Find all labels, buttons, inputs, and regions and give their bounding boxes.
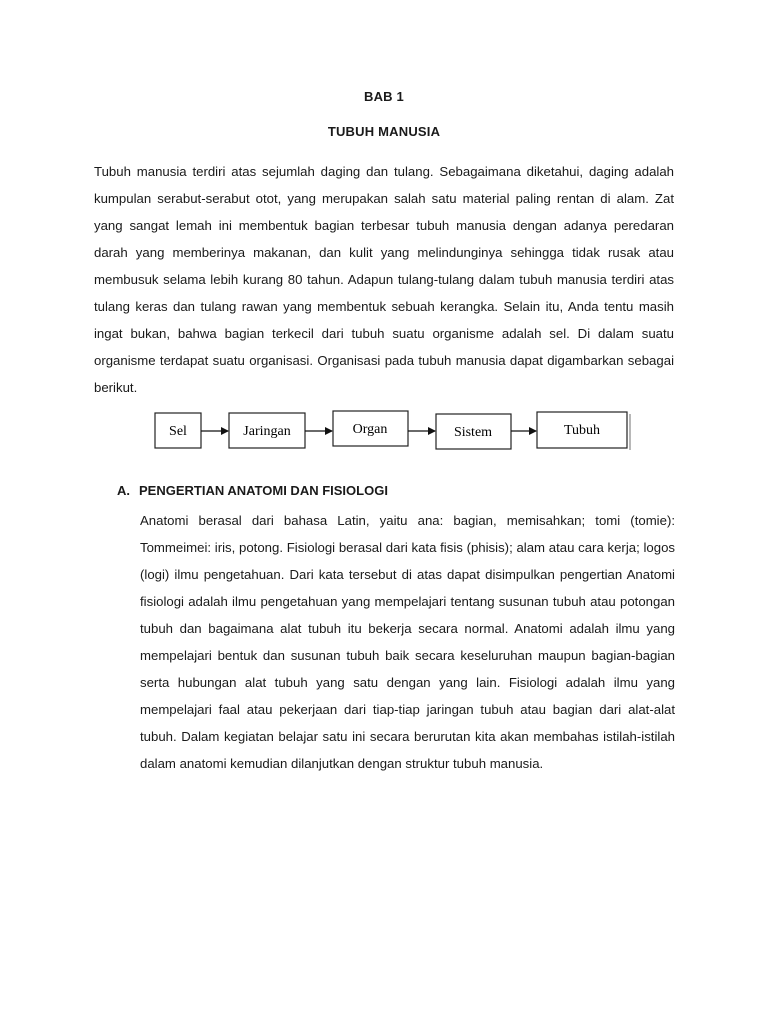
diagram-box-sistem [436,414,511,449]
chapter-number: BAB 1 [363,89,404,104]
organization-flow-diagram [154,408,632,454]
section-a-body: Anatomi berasal dari bahasa Latin, yaitu ana: bagian, memisahkan; tomi (tomie): Tommeimei: iris, potong. Fisiologi berasal dari kata fisis (phisis); alam atau cara kerja; logos (logi) ilmu pengetahuan. Dari kata tersebut di atas dapat disimpulkan pengertian Anatomi fisiologi adalah ilmu pengetahuan yang mempelajari tentang susunan tubuh atau potongan tubuh dan bagaimana alat tubuh itu bekerja secara normal. Anatomi adalah ilmu yang mempelajari bentuk dan susunan tubuh baik secara keseluruhan maupun bagian-bagian serta hubungan alat tubuh yang satu dengan yang lain. Fisiologi adalah ilmu yang mempelajari faal atau pekerjaan dari tiap-tiap jaringan tubuh atau bagian dari alat-alat tubuh. Dalam kegiatan belajar satu ini secara berurutan kita akan membahas istilah-istilah dalam anatomi kemudian dilanjutkan dengan struktur tubuh manusia. [140,513,675,771]
diagram-label-organ: Organ [352,422,388,437]
section-a-heading [117,483,388,498]
diagram-label-jaringan: Jaringan [243,424,291,439]
diagram-box-organ [333,411,408,446]
diagram-label-tubuh: Tubuh [563,423,601,438]
diagram-label-sel: Sel [169,424,187,439]
section-a-title: PENGERTIAN ANATOMI DAN FISIOLOGI [139,483,388,498]
intro-paragraph: Tubuh manusia terdiri atas sejumlah daging dan tulang. Sebagaimana diketahui, daging adalah kumpulan serabut-serabut otot, yang merupakan salah satu material paling rentan di alam. Zat yang sangat lemah ini membentuk bagian terbesar tubuh manusia dengan adanya peredaran darah yang memberinya makanan, dan kulit yang melindunginya sehingga tidak rusak atau membusuk selama lebih kurang 80 tahun. Adapun tulang-tulang dalam tubuh manusia terdiri atas tulang keras dan tulang rawan yang membentuk sebuah kerangka. Selain itu, Anda tentu masih ingat bukan, bahwa bagian terkecil dari tubuh suatu organisme adalah sel. Di dalam suatu organisme terdapat suatu organisasi. Organisasi pada tubuh manusia dapat digambarkan sebagai berikut. [94,164,674,395]
section-a-letter: A. [117,483,130,498]
diagram-box-sel [155,413,201,448]
diagram-box-tubuh [537,412,630,450]
diagram-label-sistem: Sistem [453,425,493,440]
chapter-title: TUBUH MANUSIA [327,124,441,139]
diagram-box-jaringan [229,413,305,448]
